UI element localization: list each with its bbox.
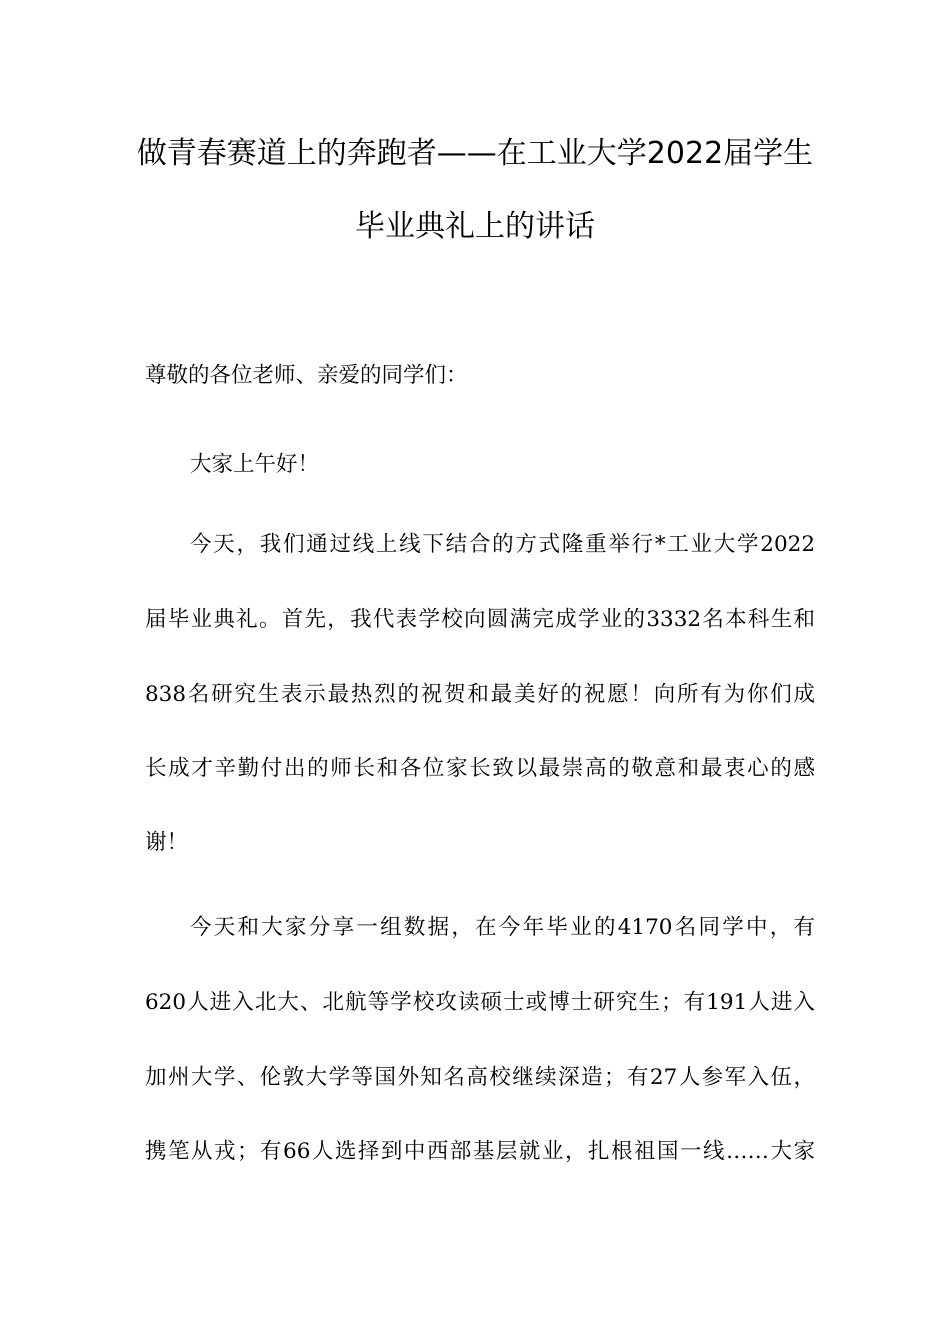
document-title-line-2: 毕业典礼上的讲话 [355, 209, 595, 244]
paragraph-1-line-1: 今天，我们通过线上线下结合的方式隆重举行*工业大学2022 [190, 532, 815, 557]
greeting: 大家上午好！ [190, 452, 320, 477]
paragraph-2-line-4: 携笔从戎；有66人选择到中西部基层就业，扎根祖国一线……大家 [145, 1139, 815, 1164]
paragraph-1-line-5: 谢！ [145, 830, 189, 855]
document-title-line-1: 做青春赛道上的奔跑者——在工业大学2022届学生 [136, 136, 814, 171]
paragraph-2-line-2: 620人进入北大、北航等学校攻读硕士或博士研究生；有191人进入 [145, 990, 815, 1015]
paragraph-1-line-3: 838名研究生表示最热烈的祝贺和最美好的祝愿！向所有为你们成 [145, 682, 815, 707]
paragraph-1-line-4: 长成才辛勤付出的师长和各位家长致以最崇高的敬意和最衷心的感 [145, 756, 815, 781]
paragraph-1-line-2: 届毕业典礼。首先，我代表学校向圆满完成学业的3332名本科生和 [145, 607, 815, 632]
paragraph-2-line-3: 加州大学、伦敦大学等国外知名高校继续深造；有27人参军入伍， [145, 1065, 815, 1090]
paragraph-2-line-1: 今天和大家分享一组数据，在今年毕业的4170名同学中，有 [190, 915, 815, 940]
salutation: 尊敬的各位老师、亲爱的同学们： [145, 363, 468, 388]
